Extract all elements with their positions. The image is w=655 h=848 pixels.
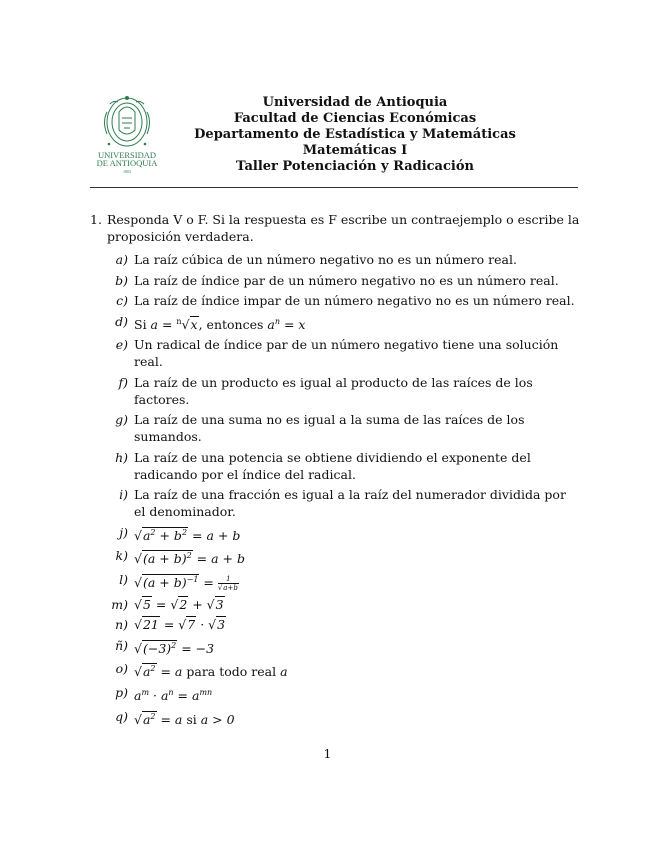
list-item-k: [108, 547, 580, 567]
list-item-a: [108, 251, 580, 268]
university-logo: [94, 92, 160, 174]
formula-var: a: [280, 664, 288, 680]
item-label: f): [118, 374, 128, 390]
item-label: d): [115, 313, 128, 329]
formula: $a^m \cdot a^n = a^{mn}$: [134, 687, 213, 704]
item-text: Un radical de índice par de un número negativo tiene una solución real.: [134, 337, 559, 370]
item-text-pre: Si: [134, 316, 151, 332]
page-number: 1: [323, 746, 332, 761]
item-list: [108, 251, 580, 731]
list-item-l: [108, 571, 580, 592]
header-faculty: Facultad de Ciencias Económicas: [233, 111, 477, 126]
item-label: m): [111, 596, 128, 612]
item-label: l): [119, 571, 128, 587]
item-label: a): [115, 252, 128, 267]
item-label: p): [115, 684, 128, 700]
list-item-n: [108, 616, 580, 633]
list-item-h: [108, 449, 580, 483]
item-label: ñ): [115, 637, 128, 653]
header-department: Departamento de Estadística y Matemáticas: [194, 127, 516, 142]
item-text: La raíz cúbica de un número negativo no es un número real.: [134, 252, 517, 267]
item-text: La raíz de índice impar de un número negativo no es un número real.: [134, 293, 575, 308]
header-divider: [90, 187, 578, 188]
list-item-f: [108, 374, 580, 408]
header-workshop-title: Taller Potenciación y Radicación: [236, 159, 474, 174]
item-text-mid: si: [182, 711, 201, 727]
item-label: b): [115, 272, 128, 288]
item-text: La raíz de un producto es igual al producto de las raíces de los factores.: [134, 374, 533, 407]
list-item-i: [108, 486, 580, 520]
list-item-p: [108, 684, 580, 704]
item-text: La raíz de índice par de un número negativo no es un número real.: [134, 272, 559, 288]
formula-cube-root: a = $^n$√x: [150, 316, 198, 332]
header-course: Matemáticas I: [302, 143, 408, 158]
question-text: Responda V o F. Si la respuesta es F escribe un contraejemplo o escribe la proposición verdadera.: [107, 212, 580, 244]
list-item-q: [108, 708, 580, 728]
item-text: La raíz de una potencia se obtiene dividiendo el exponente del radicando por el índice del radical.: [134, 449, 531, 482]
formula-power: $a^n = x$: [267, 316, 306, 332]
item-label: c): [116, 293, 128, 308]
item-label: n): [115, 617, 128, 633]
question-number: 1.: [90, 212, 102, 227]
list-item-c: [108, 292, 580, 309]
formula: √5 = √2 + √3: [134, 596, 224, 612]
item-label: k): [115, 548, 128, 564]
list-item-o: [108, 660, 580, 680]
item-label: q): [115, 708, 128, 724]
item-text: La raíz de una fracción es igual a la raíz del numerador dividida por el denominador.: [134, 487, 566, 520]
list-item-d: [108, 313, 580, 333]
formula: $√a^2 = a$: [134, 664, 183, 680]
item-label: e): [115, 337, 128, 353]
list-item-m: [108, 596, 580, 613]
list-item-b: [108, 272, 580, 289]
formula-condition: a > 0: [200, 711, 235, 727]
logo-text-line1: UNIVERSIDAD: [97, 150, 157, 160]
logo-text-line3: 1803: [123, 169, 131, 174]
item-label: o): [115, 661, 128, 677]
item-text-suffix: para todo real: [182, 664, 281, 680]
item-text-mid: , entonces: [198, 316, 268, 332]
formula: $√a^2 + b^2 = a + b$: [134, 527, 241, 543]
formula: $√(a + b)^2 = a + b$: [134, 551, 245, 567]
list-item-ntilde: [108, 637, 580, 657]
logo-text-line2: DE ANTIOQUIA: [96, 158, 158, 168]
list-item-j: [108, 524, 580, 544]
header-university: Universidad de Antioquia: [262, 95, 448, 110]
list-item-e: [108, 336, 580, 370]
list-item-g: [108, 411, 580, 445]
item-label: g): [115, 412, 128, 428]
formula: $√(a + b)^{-1}$ = $\frac{1}{√a+b}$: [134, 574, 238, 593]
item-text: La raíz de una suma no es igual a la suma de las raíces de los sumandos.: [134, 412, 525, 445]
formula: $√(-3)^2 = -3$: [134, 640, 215, 656]
formula: √21 = √7 · √3: [134, 617, 226, 633]
question-1: [90, 211, 580, 245]
formula: $√a^2 = a$: [134, 711, 183, 727]
item-label: i): [119, 487, 128, 503]
document-header: [190, 95, 520, 175]
item-label: h): [115, 449, 128, 465]
item-label: j): [119, 524, 128, 540]
